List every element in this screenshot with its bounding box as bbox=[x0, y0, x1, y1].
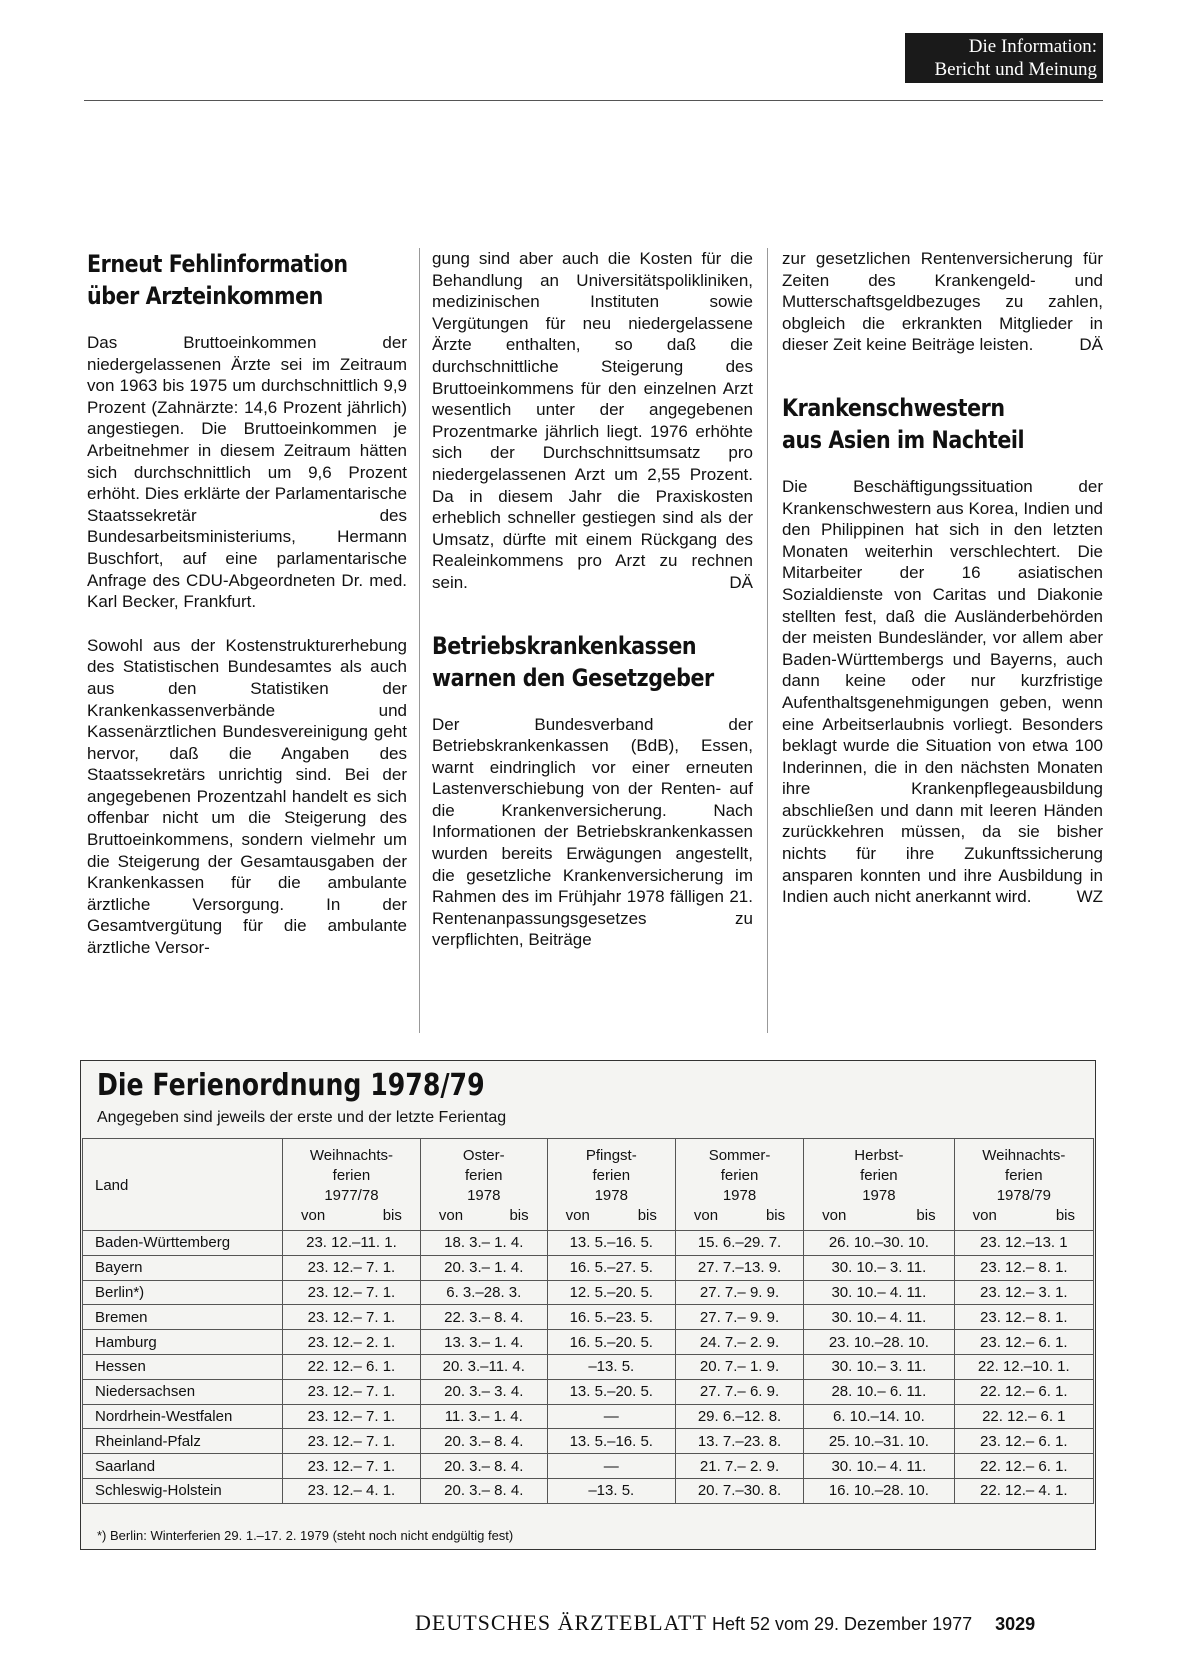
date-cell: 25. 10.–31. 10. bbox=[804, 1429, 954, 1454]
date-cell: 22. 12.–10. 1. bbox=[954, 1354, 1093, 1379]
table-row bbox=[83, 1330, 1094, 1355]
article1-paragraph: Sowohl aus der Kostenstrukturerhebung des Statistischen Bundesamtes als auch aus den Statistiken der Krankenkassenverbände und Kassenärztlichen Bundesvereinigung geht hervor, daß die Angaben des Staatssekretärs unrichtig sind. Bei der angegebenen Prozentzahl handelt es sich offenbar nicht um die Steigerung des Bruttoeinkommens, sondern vielmehr um die Steigerung der Gesamtausgaben der Krankenkassen für die ambulante ärztliche Versorgung. In der Gesamtvergütung für die ambulante ärztliche Versor- bbox=[87, 635, 407, 958]
date-cell: 13. 5.–20. 5. bbox=[547, 1379, 675, 1404]
date-cell: 20. 3.– 8. 4. bbox=[420, 1429, 547, 1454]
column-header: Oster- ferien 1978 von bis bbox=[420, 1139, 547, 1231]
article1-title: Erneut Fehlinformation über Arzteinkommen bbox=[87, 250, 348, 310]
table-row bbox=[83, 1280, 1094, 1305]
article1-paragraph-continued: gung sind aber auch die Kosten für die Behandlung an Universitätspolikliniken, medizinischen Instituten sowie Vergütungen für neu niedergelassene Ärzte enthalten, so daß die durchschnittliche Steigerung des Bruttoeinkommens für den einzelnen Arzt wesentlich unter der angegebenen Prozentmarke jährlich liegt. 1976 erhöhte sich der Durchschnittsumsatz pro niedergelassenen Arzt um 2,55 Prozent. Da in diesem Jahr die Praxiskosten erheblich schneller gestiegen sind als der Umsatz, dürfte mit einem Rückgang des Realeinkommens pro Arzt zu rechnen sein. DÄ bbox=[432, 249, 753, 592]
date-cell: 23. 12.– 8. 1. bbox=[954, 1255, 1093, 1280]
table-footnote: *) Berlin: Winterferien 29. 1.–17. 2. 1979 (steht noch nicht endgültig fest) bbox=[97, 1528, 514, 1543]
date-cell: 16. 10.–28. 10. bbox=[804, 1478, 954, 1503]
table-row bbox=[83, 1255, 1094, 1280]
land-cell: Berlin*) bbox=[83, 1280, 283, 1305]
date-cell: 28. 10.– 6. 11. bbox=[804, 1379, 954, 1404]
date-cell: 16. 5.–20. 5. bbox=[547, 1330, 675, 1355]
column-header-land: Land bbox=[83, 1139, 283, 1231]
date-cell: 22. 12.– 4. 1. bbox=[954, 1478, 1093, 1503]
date-cell: 22. 12.– 6. 1. bbox=[283, 1354, 421, 1379]
date-cell: 23. 12.– 8. 1. bbox=[954, 1305, 1093, 1330]
date-cell: 26. 10.–30. 10. bbox=[804, 1231, 954, 1256]
section-label-line1: Die Information: bbox=[968, 36, 1097, 57]
section-label bbox=[905, 33, 1103, 83]
land-cell: Hamburg bbox=[83, 1330, 283, 1355]
table-row bbox=[83, 1354, 1094, 1379]
land-cell: Schleswig-Holstein bbox=[83, 1478, 283, 1503]
date-cell: — bbox=[547, 1404, 675, 1429]
date-cell: 23. 12.– 7. 1. bbox=[283, 1454, 421, 1479]
article2-paragraph: Der Bundesverband der Betriebskrankenkassen (BdB), Essen, warnt eindringlich vor einer erneuten Lastenverschiebung von der Renten- auf die Krankenversicherung. Nach Informationen der Betriebskrankenkassen wurden bereits Erwägungen angestellt, die gesetzliche Krankenversicherung im Rahmen des im Frühjahr 1978 fälligen 21. Rentenanpassungsgesetzes zu verpflichten, Beiträge bbox=[432, 714, 753, 950]
date-cell: 23. 12.– 7. 1. bbox=[283, 1305, 421, 1330]
article1-paragraph: Das Bruttoeinkommen der niedergelassenen Ärzte sei im Zeitraum von 1963 bis 1975 um durchschnittlich 9,9 Prozent (Zahnärzte: 14,6 Prozent jährlich) angestiegen. Die Bruttoeinkommen je Arbeitnehmer in diesem Zeitraum hätten sich durchschnittlich um 9,6 Prozent erhöht. Dies erklärte der Parlamentarische Staatssekretär des Bundesarbeitsministeriums, Hermann Buschfort, auf eine parlamentarische Anfrage des CDU-Abgeordneten Dr. med. Karl Becker, Frankfurt. bbox=[87, 333, 407, 612]
date-cell: 23. 12.– 6. 1. bbox=[954, 1429, 1093, 1454]
date-cell: 6. 3.–28. 3. bbox=[420, 1280, 547, 1305]
date-cell: 23. 10.–28. 10. bbox=[804, 1330, 954, 1355]
land-cell: Baden-Württemberg bbox=[83, 1231, 283, 1256]
date-cell: 27. 7.– 6. 9. bbox=[675, 1379, 803, 1404]
date-cell: 23. 12.– 2. 1. bbox=[283, 1330, 421, 1355]
table-row bbox=[83, 1231, 1094, 1256]
date-cell: 24. 7.– 2. 9. bbox=[675, 1330, 803, 1355]
date-cell: 23. 12.– 7. 1. bbox=[283, 1255, 421, 1280]
table-subtitle: Angegeben sind jeweils der erste und der letzte Ferientag bbox=[97, 1109, 507, 1126]
holiday-table bbox=[82, 1138, 1094, 1504]
date-cell: 23. 12.–11. 1. bbox=[283, 1231, 421, 1256]
date-cell: 23. 12.– 7. 1. bbox=[283, 1280, 421, 1305]
column-1 bbox=[87, 248, 407, 959]
date-cell: 13. 3.– 1. 4. bbox=[420, 1330, 547, 1355]
land-cell: Rheinland-Pfalz bbox=[83, 1429, 283, 1454]
date-cell: 20. 3.– 8. 4. bbox=[420, 1454, 547, 1479]
date-cell: 11. 3.– 1. 4. bbox=[420, 1404, 547, 1429]
land-cell: Saarland bbox=[83, 1454, 283, 1479]
table-row bbox=[83, 1404, 1094, 1429]
date-cell: –13. 5. bbox=[547, 1478, 675, 1503]
date-cell: 13. 5.–16. 5. bbox=[547, 1231, 675, 1256]
date-cell: 21. 7.– 2. 9. bbox=[675, 1454, 803, 1479]
date-cell: 23. 12.– 3. 1. bbox=[954, 1280, 1093, 1305]
table-row bbox=[83, 1429, 1094, 1454]
table-title: Die Ferienordnung 1978/79 bbox=[97, 1068, 485, 1103]
table-header-row bbox=[83, 1139, 1094, 1231]
column-divider bbox=[767, 248, 768, 1033]
date-cell: 20. 3.– 3. 4. bbox=[420, 1379, 547, 1404]
table-row bbox=[83, 1305, 1094, 1330]
land-cell: Bremen bbox=[83, 1305, 283, 1330]
date-cell: 13. 5.–16. 5. bbox=[547, 1429, 675, 1454]
land-cell: Niedersachsen bbox=[83, 1379, 283, 1404]
column-header: Weihnachts- ferien 1978/79 von bis bbox=[954, 1139, 1093, 1231]
date-cell: 30. 10.– 3. 11. bbox=[804, 1354, 954, 1379]
land-cell: Hessen bbox=[83, 1354, 283, 1379]
date-cell: –13. 5. bbox=[547, 1354, 675, 1379]
land-cell: Nordrhein-Westfalen bbox=[83, 1404, 283, 1429]
column-header: Sommer- ferien 1978 von bis bbox=[675, 1139, 803, 1231]
date-cell: 20. 7.– 1. 9. bbox=[675, 1354, 803, 1379]
land-cell: Bayern bbox=[83, 1255, 283, 1280]
date-cell: 6. 10.–14. 10. bbox=[804, 1404, 954, 1429]
date-cell: 27. 7.–13. 9. bbox=[675, 1255, 803, 1280]
article2-title: Betriebskrankenkassen warnen den Gesetzgeber bbox=[432, 631, 714, 692]
article3-paragraph: Die Beschäftigungssituation der Krankenschwestern aus Korea, Indien und den Philippinen hat sich in den letzten Monaten weiterhin verschlechtert. Die Mitarbeiter der 16 asiatischen Sozialdienste von Caritas und Diakonie stellten fest, daß die Ausländerbehörden der meisten Bundesländer, vor allem aber Baden-Württembergs und Bayerns, auch dann keine oder nur kurzfristige Aufenthaltsgenehmigungen geben, wenn eine Arbeitserlaubnis vorliegt. Besonders beklagt wurde die Situation von etwa 100 Inderinnen, die in den nächsten Monaten ihre Krankenpflegeausbildung abschließen und dann mit leeren Händen zurückkehren müssen, da sie bisher nichts für ihre Zukunftssicherung ansparen konnten und ihre Ausbildung in Indien auch nicht anerkannt wird. WZ bbox=[782, 476, 1103, 907]
column-header: Herbst- ferien 1978 von bis bbox=[804, 1139, 954, 1231]
section-label-line2: Bericht und Meinung bbox=[934, 59, 1097, 80]
date-cell: 20. 7.–30. 8. bbox=[675, 1478, 803, 1503]
date-cell: — bbox=[547, 1454, 675, 1479]
article1-signature: DÄ bbox=[729, 572, 753, 592]
table-row bbox=[83, 1478, 1094, 1503]
date-cell: 23. 12.– 7. 1. bbox=[283, 1404, 421, 1429]
date-cell: 20. 3.–11. 4. bbox=[420, 1354, 547, 1379]
date-cell: 30. 10.– 3. 11. bbox=[804, 1255, 954, 1280]
date-cell: 22. 3.– 8. 4. bbox=[420, 1305, 547, 1330]
date-cell: 12. 5.–20. 5. bbox=[547, 1280, 675, 1305]
date-cell: 30. 10.– 4. 11. bbox=[804, 1280, 954, 1305]
date-cell: 23. 12.– 7. 1. bbox=[283, 1429, 421, 1454]
date-cell: 20. 3.– 1. 4. bbox=[420, 1255, 547, 1280]
date-cell: 16. 5.–27. 5. bbox=[547, 1255, 675, 1280]
date-cell: 15. 6.–29. 7. bbox=[675, 1231, 803, 1256]
issue-info: Heft 52 vom 29. Dezember 1977 bbox=[711, 1614, 973, 1634]
date-cell: 22. 12.– 6. 1 bbox=[954, 1404, 1093, 1429]
column-divider bbox=[419, 248, 420, 1033]
date-cell: 30. 10.– 4. 11. bbox=[804, 1454, 954, 1479]
column-header: Weihnachts- ferien 1977/78 von bis bbox=[283, 1139, 421, 1231]
table-row bbox=[83, 1379, 1094, 1404]
page-footer bbox=[415, 1610, 1105, 1636]
date-cell: 27. 7.– 9. 9. bbox=[675, 1305, 803, 1330]
date-cell: 23. 12.–13. 1 bbox=[954, 1231, 1093, 1256]
date-cell: 13. 7.–23. 8. bbox=[675, 1429, 803, 1454]
article3-title: Krankenschwestern aus Asien im Nachteil bbox=[782, 393, 1025, 454]
date-cell: 23. 12.– 7. 1. bbox=[283, 1379, 421, 1404]
column-2 bbox=[432, 248, 753, 951]
date-cell: 16. 5.–23. 5. bbox=[547, 1305, 675, 1330]
table-row bbox=[83, 1454, 1094, 1479]
date-cell: 18. 3.– 1. 4. bbox=[420, 1231, 547, 1256]
column-3 bbox=[782, 248, 1103, 908]
date-cell: 22. 12.– 6. 1. bbox=[954, 1454, 1093, 1479]
magazine-name: DEUTSCHES ÄRZTEBLATT bbox=[415, 1610, 707, 1635]
date-cell: 20. 3.– 8. 4. bbox=[420, 1478, 547, 1503]
header-rule bbox=[84, 100, 1103, 101]
page-number: 3029 bbox=[995, 1614, 1036, 1634]
column-header: Pfingst- ferien 1978 von bis bbox=[547, 1139, 675, 1231]
date-cell: 29. 6.–12. 8. bbox=[675, 1404, 803, 1429]
date-cell: 23. 12.– 4. 1. bbox=[283, 1478, 421, 1503]
date-cell: 22. 12.– 6. 1. bbox=[954, 1379, 1093, 1404]
date-cell: 30. 10.– 4. 11. bbox=[804, 1305, 954, 1330]
date-cell: 23. 12.– 6. 1. bbox=[954, 1330, 1093, 1355]
article3-signature: WZ bbox=[1076, 887, 1103, 907]
date-cell: 27. 7.– 9. 9. bbox=[675, 1280, 803, 1305]
article2-paragraph-continued: zur gesetzlichen Rentenversicherung für Zeiten des Krankengeld- und Mutterschaftsgeldbezuges zu zahlen, obgleich die erkrankten Mitglieder in dieser Zeit keine Beiträge leisten. DÄ bbox=[782, 249, 1103, 355]
article2-signature: DÄ bbox=[1079, 335, 1103, 355]
